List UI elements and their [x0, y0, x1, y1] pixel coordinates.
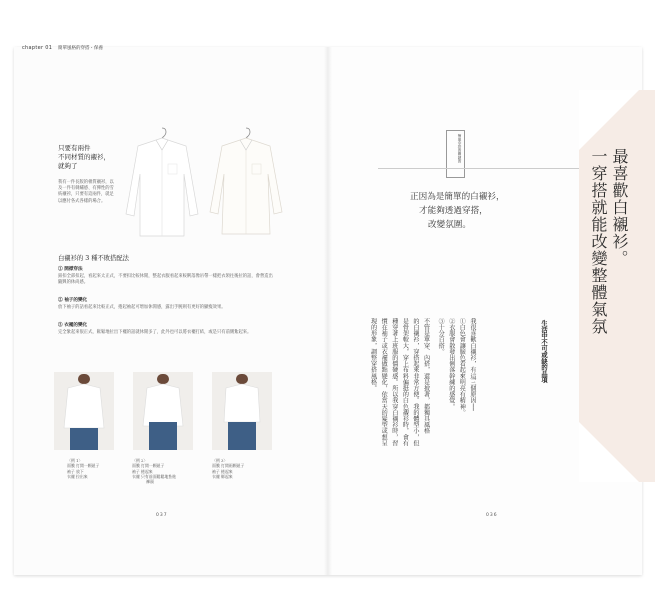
- body-column: 種穿著上班服的僵硬感。所以我穿白襯衫時，習: [390, 318, 398, 447]
- tip-heading: ③ 衣襬的變化: [58, 323, 88, 328]
- section-title: 白襯衫的 3 種不敗搭配法: [58, 255, 129, 262]
- caption-line: 衣襬 拉出來: [67, 473, 88, 479]
- tip-text: 鈕扣全部扣起，看起來太正式，不要扣比較休閒，整起衣服看起來較俐落像吊帶一樣把衣領往後拉的話，會營造出隨興的休尚感。: [58, 274, 273, 286]
- body-column: ①白色會讓臉色看起來明亮有精神。: [458, 318, 466, 416]
- caption-label: 〈例 2〉: [132, 458, 148, 463]
- stamp-label: 簡單穿搭的關鍵的: [446, 130, 465, 178]
- quote-line: 正因為是簡單的白襯衫，: [410, 192, 505, 202]
- body-column: 的白襯衫，穿搭起來非常方便。我的體型小，但: [411, 318, 419, 447]
- example-caption-2: [132, 458, 176, 484]
- caption-line: 袖子 捲起來: [212, 468, 233, 474]
- caption-label: 〈例 1〉: [67, 458, 83, 463]
- caption-label: 〈例 3〉: [212, 458, 228, 463]
- headline-line: 最喜歡白襯衫。: [610, 148, 629, 267]
- caption-line: 袖子 放下: [67, 468, 84, 474]
- tip-heading: ② 袖子的變化: [58, 298, 88, 303]
- intro-text: 我有一件長版的棉質襯衫，以及一件有刺繡感、有彈性的雪紡襯衫，只要有這兩件，就足以應付各式各樣的場合。: [58, 180, 114, 204]
- tip-text: 放下袖子的話看起來比較正式，捲起袖起可增加休閒感，露出手腕則有更好的顯瘦效果。: [58, 305, 226, 311]
- example-photo-3: [212, 372, 272, 450]
- headline: [588, 148, 630, 338]
- caption-line: 面膜 打開一顆鈕子: [132, 463, 165, 469]
- page-number-left: 037: [156, 513, 168, 518]
- quote: [410, 190, 505, 232]
- tip-2: [58, 298, 276, 311]
- tip-1: [58, 267, 276, 287]
- quote-line: 改變氛圍。: [428, 220, 471, 230]
- example-caption-3: [212, 458, 244, 479]
- header-chapter: chapter 01: [22, 45, 53, 51]
- accent-panel-cut-top: [579, 90, 639, 150]
- hanging-shirt-cotton: [122, 124, 202, 244]
- tip-text: 完全紮起來很正式，鬆鬆地拉出下襬的話就休閒多了，此外也可以將衣襬打結，或是只有前側紮起來。: [58, 330, 252, 336]
- caption-line: 衣襬 只有前面鬆鬆地紮進: [132, 473, 177, 479]
- intro-title-line: 只要有兩件: [58, 144, 91, 152]
- intro-title-line: 不同材質的襯衫，: [58, 153, 110, 161]
- caption-line: 袖子 捲起來: [132, 468, 153, 474]
- subheading: 生活中不可或缺的品項: [540, 320, 547, 383]
- quote-divider: [378, 168, 586, 169]
- body-column: 我很喜歡白襯衫，有這三個原因──: [468, 318, 476, 411]
- tip-3: [58, 323, 276, 336]
- intro-title: [58, 144, 110, 171]
- example-caption-1: [67, 458, 99, 479]
- header-subtitle: 簡單風格的穿搭・保養: [58, 46, 103, 51]
- hanging-shirt-chiffon: [206, 124, 286, 244]
- caption-line: 面膜 打開一顆鈕子: [67, 463, 100, 469]
- book-gutter: [324, 47, 332, 575]
- body-column: 現的形象，調整穿搭風格。: [369, 318, 377, 392]
- body-column: ③十分百搭。: [437, 318, 445, 355]
- caption-line: 衣襬 綁起來: [212, 473, 233, 479]
- headline-line: 一穿搭就能改變整體氣氛: [589, 148, 608, 335]
- intro-title-line: 就夠了: [58, 162, 78, 170]
- body-text: [367, 318, 477, 458]
- body-column: 慣在袖子或衣襬做點變化，依當天的髮型或想呈: [380, 318, 388, 447]
- tip-heading: ① 開襟穿法: [58, 267, 83, 272]
- example-photo-2: [133, 372, 193, 450]
- caption-line: 面膜 打開兩顆鈕子: [212, 463, 245, 469]
- body-column: 不管是單穿、內搭，還是披著，都獨具風格: [422, 318, 430, 434]
- body-column: 是骨架較大，穿上布料偏挺的白色襯衫時，會有: [401, 318, 409, 447]
- body-column: ②衣服會散發出俐落幹練的感覺。: [447, 318, 455, 410]
- page-number-right: 036: [486, 513, 498, 518]
- caption-line: 褲頭: [146, 479, 154, 485]
- accent-panel-cut-bottom: [579, 422, 639, 482]
- example-photo-1: [54, 372, 114, 450]
- quote-line: 才能夠透過穿搭，: [419, 206, 488, 216]
